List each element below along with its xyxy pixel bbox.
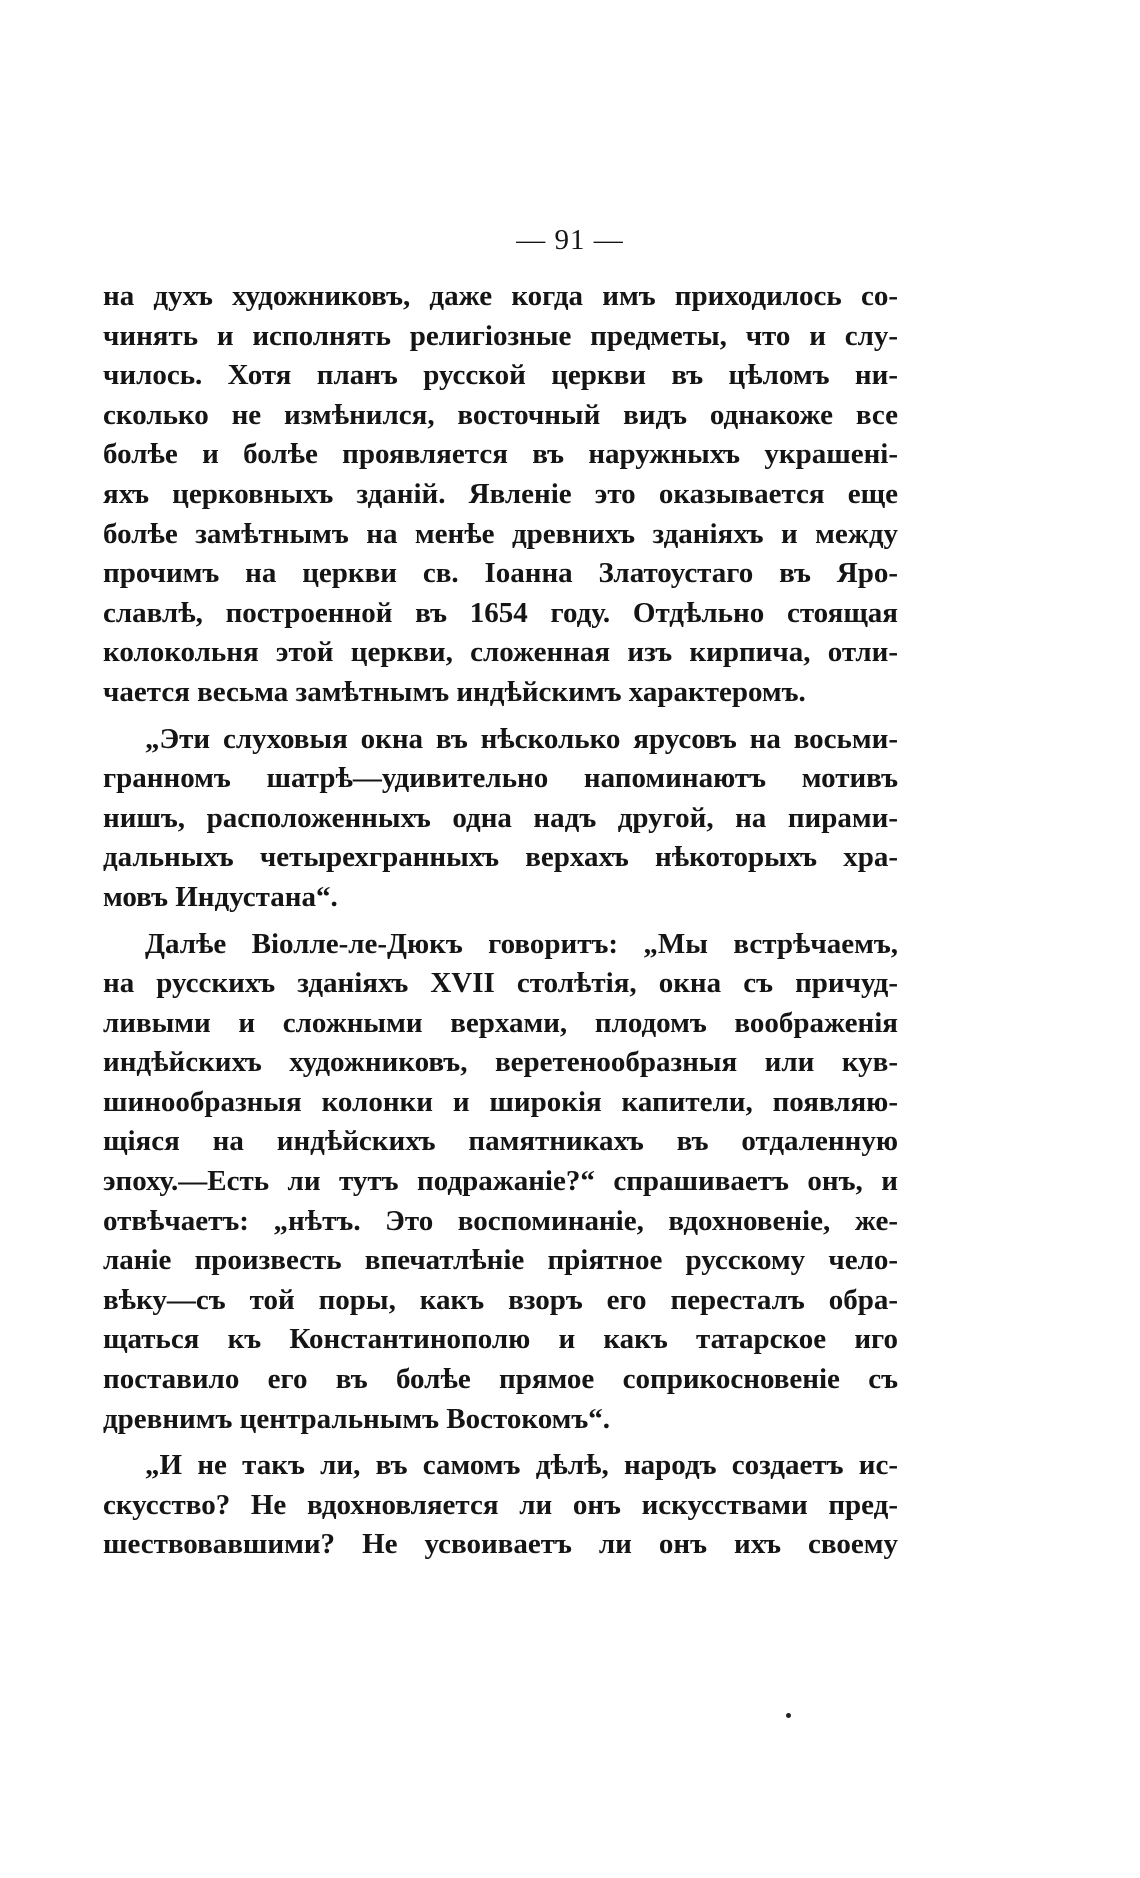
text-line: „И не такъ ли, въ самомъ дѣлѣ, народъ создаетъ ис-	[145, 1449, 898, 1482]
paragraph	[103, 277, 898, 713]
paragraph	[103, 1446, 898, 1565]
text-line: ливыми и сложными верхами, плодомъ воображенія	[103, 1006, 898, 1039]
text-line: индѣйскихъ художниковъ, веретенообразныя или кув-	[103, 1046, 898, 1079]
text-line: чилось. Хотя планъ русской церкви въ цѣломъ ни-	[103, 359, 898, 392]
text-line: щаться къ Константинополю и какъ татарское иго	[103, 1323, 898, 1356]
text-line: поставило его въ болѣе прямое соприкосновеніе съ	[103, 1363, 898, 1396]
text-line: Далѣе Віолле-ле-Дюкъ говоритъ: „Мы встрѣчаемъ,	[145, 927, 898, 960]
text-line: чинять и исполнять религіозные предметы, что и слу-	[103, 319, 898, 352]
text-line: болѣе замѣтнымъ на менѣе древнихъ зданіяхъ и между	[103, 517, 898, 550]
text-line: чается весьма замѣтнымъ индѣйскимъ характеромъ.	[103, 675, 806, 708]
text-line: на духъ художниковъ, даже когда имъ приходилось со-	[103, 280, 898, 312]
text-line: сколько не измѣнился, восточный видъ однакоже все	[103, 398, 898, 431]
text-line: щіяся на индѣйскихъ памятникахъ въ отдаленную	[103, 1125, 898, 1158]
paragraph	[103, 720, 898, 918]
text-line: колокольня этой церкви, сложенная изъ кирпича, отли-	[103, 636, 898, 669]
text-line: яхъ церковныхъ зданій. Явленіе это оказывается еще	[103, 477, 898, 510]
ink-speck	[786, 1713, 791, 1718]
text-line: „Эти слуховыя окна въ нѣсколько ярусовъ на восьми-	[145, 722, 898, 755]
text-line: гранномъ шатрѣ—удивительно напоминаютъ мотивъ	[103, 762, 898, 795]
text-line: шествовавшими? Не усвоиваетъ ли онъ ихъ своему	[103, 1528, 898, 1561]
text-line: нишъ, расположенныхъ одна надъ другой, на пирами-	[103, 801, 898, 834]
body-text	[103, 277, 898, 1565]
paragraph	[103, 925, 898, 1440]
text-line: болѣе и болѣе проявляется въ наружныхъ украшені-	[103, 438, 898, 471]
text-line: эпоху.—Есть ли тутъ подражаніе?“ спрашиваетъ онъ, и	[103, 1165, 898, 1198]
text-line: вѣку—съ той поры, какъ взоръ его пересталъ обра-	[103, 1283, 898, 1316]
text-line: славлѣ, построенной въ 1654 году. Отдѣльно стоящая	[103, 596, 898, 629]
text-line: дальныхъ четырехгранныхъ верхахъ нѣкоторыхъ хра-	[103, 841, 898, 874]
text-line: на русскихъ зданіяхъ XVII столѣтія, окна съ причуд-	[103, 967, 898, 1000]
text-line: прочимъ на церкви св. Іоанна Златоустаго въ Яро-	[103, 557, 898, 590]
page-number: — 91 —	[516, 224, 624, 256]
text-line: древнимъ центральнымъ Востокомъ“.	[103, 1402, 611, 1435]
text-line: ланіе произвесть впечатлѣніе пріятное русскому чело-	[103, 1244, 898, 1277]
text-line: скусство? Не вдохновляется ли онъ искусствами пред-	[103, 1488, 898, 1521]
text-line: шинообразныя колонки и широкія капители, появляю-	[103, 1085, 898, 1118]
text-line: мовъ Индустана“.	[103, 880, 338, 913]
text-line: отвѣчаетъ: „нѣтъ. Это воспоминаніе, вдохновеніе, же-	[103, 1204, 898, 1237]
